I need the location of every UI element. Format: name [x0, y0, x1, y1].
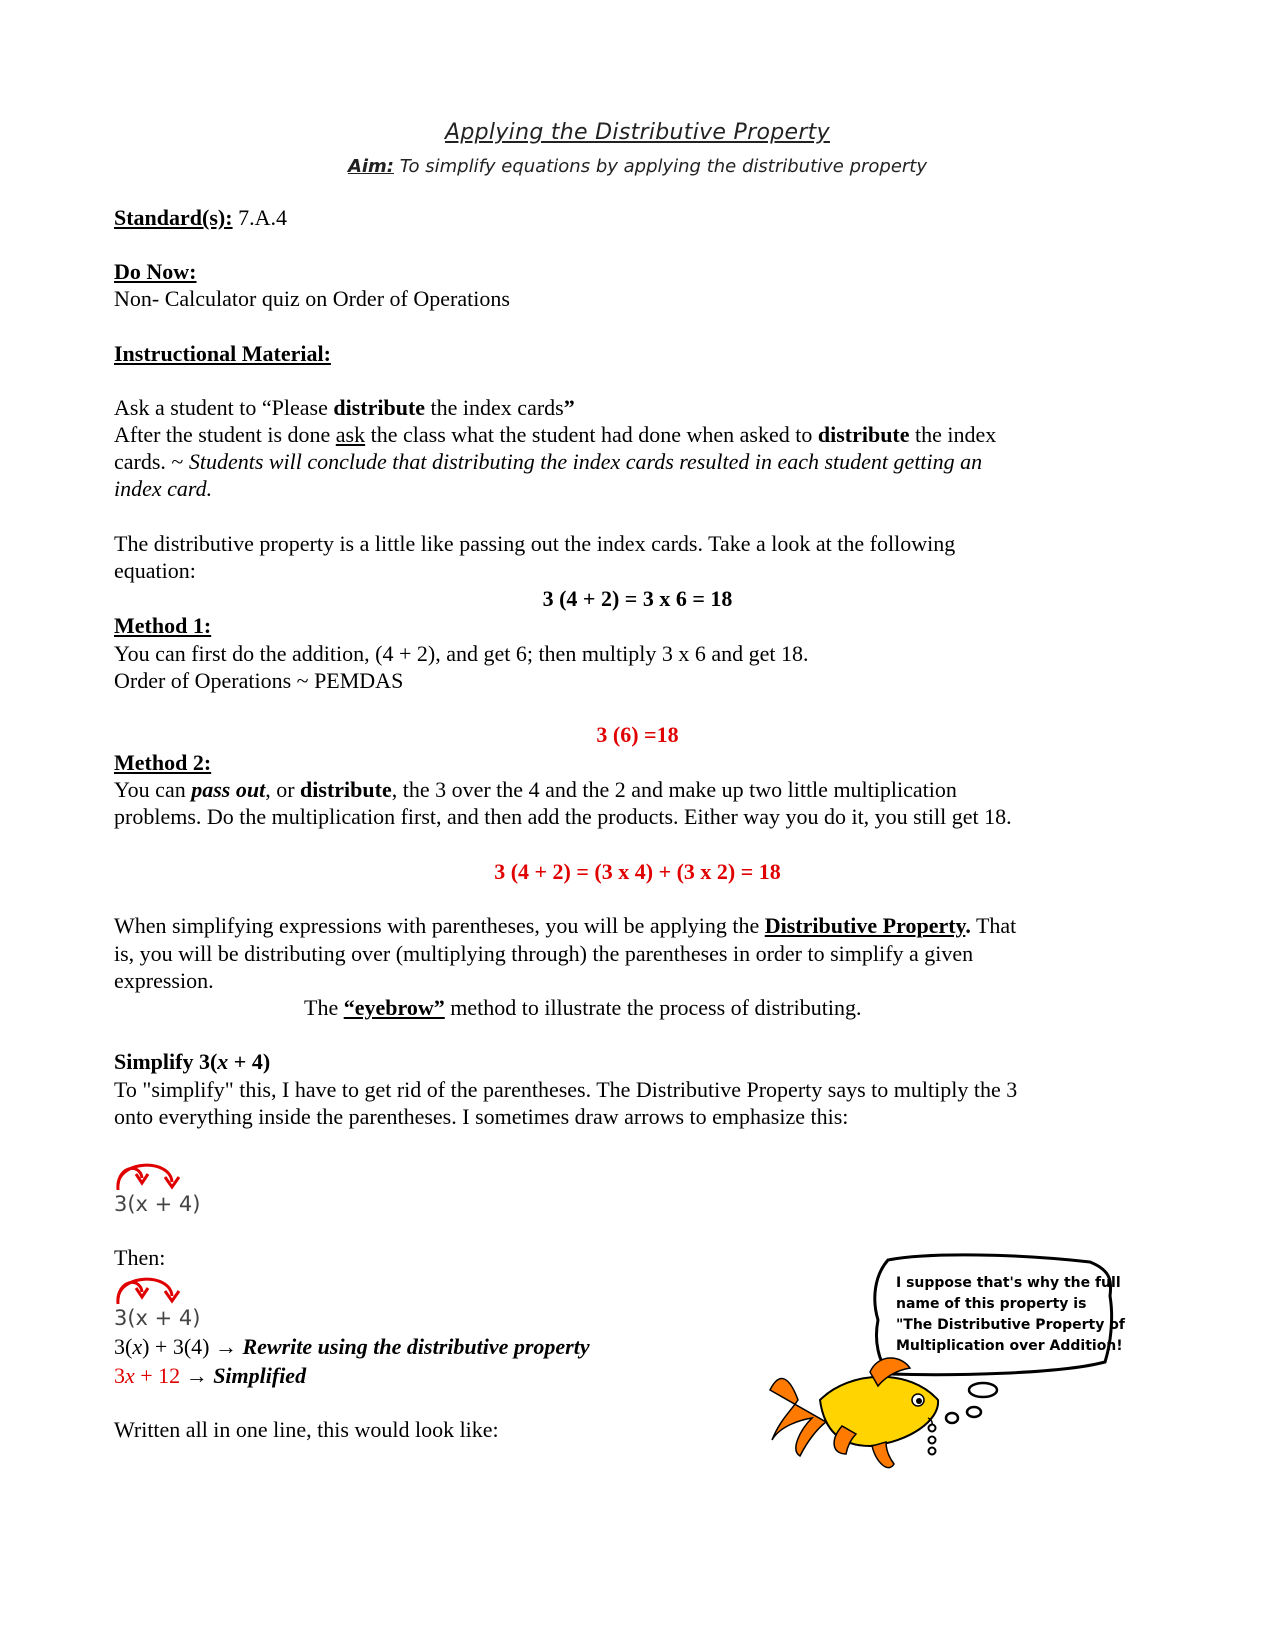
method2-result: 3 (4 + 2) = (3 x 4) + (3 x 2) = 18 — [494, 859, 781, 884]
standards-line — [114, 204, 287, 232]
eyebrow-expression-2: 3(x + 4) — [114, 1306, 201, 1330]
distributive-property-term: Distributive Property — [764, 913, 966, 938]
right-arrow-icon: → — [214, 1334, 237, 1359]
simplifying-line-2: is, you will be distributing over (multiplying through) the parentheses in order to simplify a given — [114, 941, 974, 966]
bubble-line-2: name of this property is — [896, 1296, 1087, 1312]
text-span: When simplifying expressions with parentheses, you will be applying the — [114, 913, 765, 938]
intro-line-2: equation: — [114, 558, 196, 583]
text-span: the index — [909, 422, 997, 447]
bubble-dot — [946, 1413, 958, 1423]
intro-line-1: The distributive property is a little like passing out the index cards. Take a look at the following — [114, 531, 956, 556]
bold-distribute: distribute — [817, 422, 910, 447]
method1-line-2: Order of Operations ~ PEMDAS — [114, 668, 404, 693]
standards-value: 7.A.4 — [232, 205, 287, 230]
then-label: Then: — [114, 1245, 166, 1270]
rewrite-step — [114, 1333, 590, 1361]
aim-label: Aim: — [347, 156, 395, 177]
text-span: + 12 — [134, 1363, 181, 1388]
text-span: ) + 3(4) — [142, 1334, 215, 1359]
text-span: method to illustrate the process of distributing. — [444, 995, 862, 1020]
simplifying-line-1 — [114, 912, 1016, 940]
simplify-line-2: onto everything inside the parentheses. I sometimes draw arrows to emphasize this: — [114, 1104, 849, 1129]
simplified-step — [114, 1362, 306, 1390]
bubble-dot — [929, 1448, 936, 1455]
standards-label: Standard(s): — [114, 205, 233, 230]
simplified-note: Simplified — [213, 1363, 307, 1388]
bubble-dot — [929, 1425, 936, 1432]
text-span: , or — [265, 777, 301, 802]
text-span: the class what the student had done when asked to — [365, 422, 818, 447]
text-span: The — [304, 995, 344, 1020]
text-span: After the student is done — [114, 422, 336, 447]
text-span: That — [970, 913, 1017, 938]
rewrite-note: Rewrite using the distributive property — [236, 1334, 590, 1359]
instructional-label: Instructional Material: — [114, 341, 331, 366]
eyebrow-term: “eyebrow” — [343, 995, 445, 1020]
underlined-ask: ask — [335, 422, 366, 447]
method2-line-2: problems. Do the multiplication first, and then add the products. Either way you do it, you still get 18. — [114, 804, 1012, 829]
bubble-dot — [969, 1383, 997, 1397]
bubble-line-4: Multiplication over Addition! — [896, 1338, 1123, 1354]
method1-line-1: You can first do the addition, (4 + 2), and get 6; then multiply 3 x 6 and get 18. — [114, 641, 809, 666]
right-arrow-icon: → — [180, 1363, 214, 1388]
italic-x: x — [125, 1363, 135, 1388]
intro-equation: 3 (4 + 2) = 3 x 6 = 18 — [542, 586, 733, 611]
text-span: Ask a student to “Please — [114, 395, 334, 420]
method1-result: 3 (6) =18 — [596, 722, 679, 747]
bold-period: . — [965, 913, 971, 938]
simplify-heading — [114, 1048, 270, 1076]
text-span: cards. ~ — [114, 449, 189, 474]
text-span: , the 3 over the 4 and the 2 and make up two little multiplication — [391, 777, 957, 802]
bold-distribute: distribute — [333, 395, 426, 420]
instructional-line-2 — [114, 421, 996, 449]
text-span: + 4) — [228, 1049, 271, 1074]
bubble-line-1: I suppose that's why the full — [896, 1275, 1121, 1291]
bubble-dot — [929, 1437, 936, 1444]
simplify-line-1: To "simplify" this, I have to get rid of the parentheses. The Distributive Property says to multiply the 3 — [114, 1077, 1018, 1102]
instructional-line-3 — [114, 448, 982, 476]
instructional-line-4: index card. — [114, 476, 213, 501]
eyebrow-arrows-icon — [112, 1156, 192, 1196]
eyebrow-arrows-icon — [112, 1270, 192, 1310]
simplifying-line-3: expression. — [114, 968, 214, 993]
text-span: 3 — [114, 1363, 125, 1388]
do-now-label: Do Now: — [114, 259, 197, 284]
bold-quote: ” — [563, 395, 575, 420]
italic-x: x — [217, 1049, 229, 1074]
aim-line — [0, 156, 1275, 177]
text-span: 3( — [114, 1334, 133, 1359]
bold-italic-pass-out: pass out — [191, 777, 266, 802]
page-title: Applying the Distributive Property — [445, 120, 830, 145]
bold-distribute: distribute — [300, 777, 392, 802]
closing-line: Written all in one line, this would look like: — [114, 1417, 499, 1442]
text-span: You can — [114, 777, 192, 802]
bubble-line-3: "The Distributive Property of — [896, 1317, 1125, 1333]
do-now-text: Non- Calculator quiz on Order of Operations — [114, 286, 510, 311]
method2-label: Method 2: — [114, 750, 212, 775]
method2-line-1 — [114, 776, 957, 804]
aim-text: To simplify equations by applying the distributive property — [394, 156, 928, 177]
text-span: the index cards — [425, 395, 564, 420]
italic-x: x — [132, 1334, 143, 1359]
text-span: Simplify 3( — [114, 1049, 218, 1074]
italic-conclusion: Students will conclude that distributing the index cards resulted in each student getting an — [188, 449, 983, 474]
eyebrow-line — [304, 994, 861, 1022]
eyebrow-expression-1: 3(x + 4) — [114, 1192, 201, 1216]
instructional-line-1 — [114, 394, 575, 422]
bubble-dot — [967, 1407, 981, 1417]
method1-label: Method 1: — [114, 613, 212, 638]
